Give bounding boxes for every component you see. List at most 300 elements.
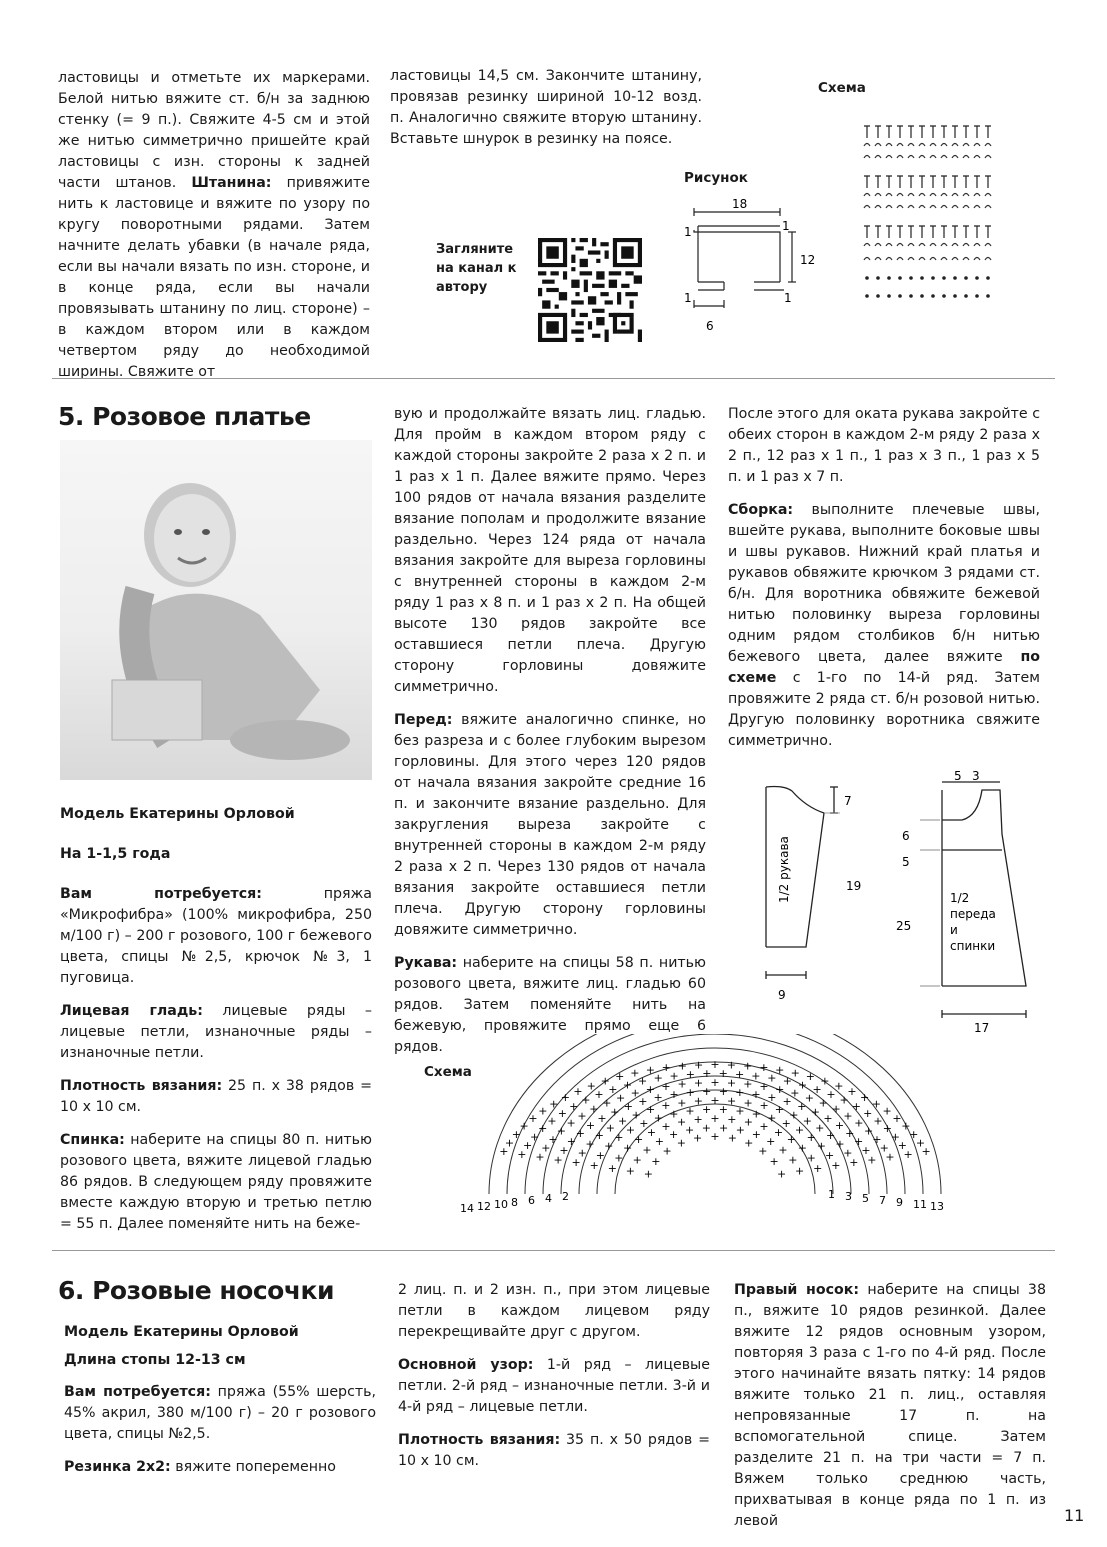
stitch-sc: +: [676, 1115, 687, 1129]
pants-pattern-diagram: [672, 190, 822, 340]
stitch-sc: +: [767, 1091, 777, 1105]
stitch-sc: +: [669, 1107, 679, 1121]
stitch-sc: +: [638, 1095, 648, 1108]
dim-1d: 1: [784, 291, 792, 305]
stitch-chain: [952, 244, 958, 247]
stitch-sc: +: [812, 1082, 822, 1096]
stitch-sc: +: [645, 1082, 655, 1096]
stitch-sc: +: [831, 1159, 841, 1172]
stitch-sc: +: [511, 1127, 521, 1141]
stitch-sc: +: [834, 1119, 845, 1132]
stitch-chain: [875, 244, 881, 247]
stitch-chain: [930, 156, 936, 159]
stitch-sc: +: [517, 1147, 527, 1161]
socks-column-2: 2 лиц. п. и 2 изн. п., при этом лицевые петли в каждом лицевом ряду перекрещивайте друг с другом. Основной узор: 1-й ряд – лицевые петли. 2-й ряд – изнаночные петли. 3-й и 4-й ряд – лицевые петли. Плотность вязания: 35 п. х 50 рядов = 10 х 10 см.: [398, 1282, 710, 1469]
stitch-sc: +: [843, 1109, 853, 1123]
collar-row-number: 7: [879, 1194, 886, 1207]
collar-row-number: 8: [511, 1196, 518, 1209]
stitch-sc: +: [806, 1131, 816, 1145]
stitch-dot: [986, 294, 990, 298]
stitch-sc: +: [614, 1151, 624, 1165]
svg-text:19: 19: [846, 879, 862, 893]
stitch-sc: +: [892, 1111, 902, 1125]
stitch-chain: [875, 258, 881, 261]
stitch-sc: +: [622, 1141, 633, 1155]
stitch-chain: [908, 156, 914, 159]
stitch-sc: +: [643, 1167, 654, 1181]
stitch-sc: +: [662, 1144, 672, 1158]
stitch-chain: [974, 194, 980, 197]
top-column-1: ластовицы и отметьте их маркерами. Белой нитью вяжите ст. б/н за заднюю стенку (= 9 п.). Свяжите 4-5 см и этой же нитью симметрично пришейте край ластовицы с изн. стороны к задней части штанов. Штанина: привяжите нить к ластовице и вяжите по узору по кругу поворотными рядами. Затем начните делать убавки (в начале ряда, если вы начали вязать по изн. стороне, и в конце ряда, если вы начали провязывать штанину по лиц. стороне) – в каждом втором или в каждом четвертом ряду до необходимой ширины. Свяжите от: [58, 70, 370, 380]
stitch-sc: +: [549, 1097, 559, 1111]
stitch-sc: +: [806, 1151, 816, 1165]
stitch-sc: +: [767, 1071, 777, 1085]
stitch-chain: [864, 244, 870, 247]
stitch-sc: +: [585, 1137, 595, 1151]
stitch-sc: +: [653, 1111, 663, 1125]
stitch-sc: +: [519, 1119, 529, 1133]
stitch-sc: +: [553, 1153, 563, 1167]
stitch-sc: +: [863, 1124, 874, 1138]
stitch-chain: [985, 258, 991, 261]
stitch-chain: [985, 244, 991, 247]
stitch-sc: +: [693, 1112, 703, 1126]
stitch-sc: +: [797, 1078, 808, 1092]
stitch-sc: +: [825, 1129, 836, 1142]
stitch-chain: [886, 156, 892, 159]
stitch-dot: [964, 276, 968, 280]
dress-title: 5. Розовое платье: [58, 402, 311, 431]
stitch-sc: +: [577, 1146, 587, 1160]
stitch-chain: [875, 156, 881, 159]
stitch-sc: +: [815, 1121, 825, 1135]
stitch-dc: [985, 126, 991, 138]
stitch-chain: [897, 194, 903, 197]
stitch-sc: +: [622, 1078, 633, 1092]
stitch-dot: [865, 276, 869, 280]
stitch-dc: [941, 126, 947, 138]
collar-row-number: 5: [862, 1192, 869, 1205]
stitch-chain: [864, 194, 870, 197]
stitch-chain: [886, 144, 892, 147]
stitch-sc: +: [903, 1147, 913, 1161]
stitch-dc: [930, 176, 936, 188]
stitch-sc: +: [702, 1085, 712, 1099]
stitch-chain: [985, 156, 991, 159]
stitch-dot: [865, 294, 869, 298]
stitch-sc: +: [702, 1067, 712, 1081]
socks-title: 6. Розовые носочки: [58, 1276, 334, 1305]
stitch-sc: +: [794, 1123, 805, 1137]
stitch-dc: [908, 176, 914, 188]
stitch-sc: +: [790, 1086, 800, 1100]
stitch-sc: +: [661, 1119, 671, 1133]
stitch-sc: +: [734, 1067, 745, 1081]
stitch-dot: [931, 276, 935, 280]
stitch-sc: +: [557, 1106, 567, 1120]
stitch-dc: [952, 226, 958, 238]
stitch-chain: [941, 244, 947, 247]
stitch-dc: [963, 226, 969, 238]
stitch-chain: [952, 194, 958, 197]
stitch-sc: +: [816, 1139, 826, 1153]
stitch-chain: [897, 144, 903, 147]
svg-text:спинки: спинки: [950, 939, 996, 953]
stitch-sc: +: [653, 1091, 663, 1105]
risunok-label: Рисунок: [684, 170, 748, 186]
stitch-sc: +: [693, 1094, 704, 1108]
stitch-dot: [975, 294, 979, 298]
stitch-sc: +: [639, 1116, 649, 1130]
stitch-sc: +: [735, 1123, 746, 1137]
stitch-sc: +: [605, 1121, 615, 1135]
top-column-2: ластовицы 14,5 см. Закончите штанину, провязав резинку шириной 10-12 возд. п. Аналогично свяжите вторую штанину. Вставьте шнурок в резинку на поясе.: [390, 68, 702, 147]
stitch-chain: [897, 156, 903, 159]
stitch-sc: +: [743, 1096, 753, 1110]
stitch-sc: +: [823, 1111, 833, 1125]
stitch-sc: +: [735, 1086, 745, 1100]
stitch-sc: +: [751, 1128, 762, 1142]
stitch-chain: [908, 144, 914, 147]
stitch-sc: +: [773, 1125, 784, 1139]
stitch-sc: +: [879, 1141, 889, 1155]
stitch-sc: +: [632, 1153, 642, 1167]
stitch-dc: [974, 176, 980, 188]
dim-1c: 1: [684, 291, 692, 305]
stitch-chain: [974, 156, 980, 159]
stitch-sc: +: [788, 1153, 798, 1167]
stitch-chain: [941, 144, 947, 147]
stitch-sc: +: [882, 1104, 892, 1118]
stitch-sc: +: [653, 1071, 663, 1085]
stitch-sc: +: [668, 1128, 679, 1142]
stitch-chain: [930, 244, 936, 247]
sleeve-pattern-label: 1/2 рукава: [777, 836, 791, 903]
stitch-sc: +: [743, 1115, 754, 1129]
stitch-chain: [919, 258, 925, 261]
svg-text:17: 17: [974, 1021, 990, 1035]
dim-1b: 1: [782, 219, 790, 233]
stitch-chain: [908, 258, 914, 261]
stitch-sc: +: [677, 1077, 687, 1091]
sleeve-pattern-diagram: [752, 775, 872, 1005]
stitch-schema-top: [860, 122, 1010, 312]
stitch-sc: +: [701, 1121, 712, 1135]
stitch-chain: [897, 258, 903, 261]
stitch-sc: +: [586, 1079, 596, 1093]
stitch-sc: +: [614, 1131, 624, 1145]
stitch-dc: [864, 226, 870, 238]
stitch-chain: [963, 258, 969, 261]
stitch-sc: +: [915, 1136, 926, 1150]
stitch-chain: [963, 156, 969, 159]
stitch-sc: +: [676, 1136, 686, 1150]
stitch-sc: +: [890, 1130, 901, 1144]
stitch-sc: +: [824, 1149, 835, 1162]
stitch-sc: +: [541, 1141, 551, 1155]
collar-row-number: 13: [930, 1200, 944, 1213]
stitch-dc: [963, 176, 969, 188]
stitch-sc: +: [661, 1079, 671, 1093]
stitch-dc: [963, 126, 969, 138]
stitch-sc: +: [853, 1135, 864, 1149]
stitch-dc: [985, 176, 991, 188]
stitch-sc: +: [560, 1090, 571, 1104]
svg-text:и: и: [950, 923, 958, 937]
stitch-chain: [941, 206, 947, 209]
stitch-sc: +: [677, 1096, 687, 1110]
stitch-chain: [963, 144, 969, 147]
stitch-sc: +: [909, 1127, 919, 1141]
stitch-sc: +: [718, 1067, 728, 1081]
stitch-dot: [898, 276, 902, 280]
svg-text:6: 6: [902, 829, 910, 843]
stitch-sc: +: [637, 1074, 648, 1088]
stitch-dot: [876, 276, 880, 280]
stitch-sc: +: [789, 1108, 799, 1122]
stitch-chain: [985, 206, 991, 209]
stitch-chain: [974, 206, 980, 209]
stitch-chain: [919, 206, 925, 209]
stitch-sc: +: [743, 1077, 753, 1091]
collar-row-number: 10: [494, 1198, 508, 1211]
stitch-sc: +: [818, 1096, 828, 1110]
stitch-sc: +: [861, 1144, 871, 1158]
stitch-sc: +: [645, 1063, 655, 1077]
stitch-sc: +: [767, 1111, 777, 1125]
svg-text:5: 5: [902, 855, 910, 869]
stitch-sc: +: [685, 1067, 696, 1081]
stitch-sc: +: [633, 1133, 644, 1147]
stitch-chain: [930, 258, 936, 261]
stitch-dot: [931, 294, 935, 298]
stitch-sc: +: [727, 1131, 738, 1145]
stitch-chain: [952, 258, 958, 261]
stitch-sc: +: [759, 1061, 769, 1075]
collar-row-number: 11: [913, 1198, 927, 1211]
stitch-chain: [875, 194, 881, 197]
stitch-dot: [876, 294, 880, 298]
stitch-sc: +: [847, 1084, 857, 1098]
stitch-dc: [886, 226, 892, 238]
stitch-dc: [908, 226, 914, 238]
dim-12: 12: [800, 253, 816, 267]
stitch-sc: +: [797, 1141, 808, 1155]
stitch-sc: +: [625, 1164, 636, 1178]
socks-model: Модель Екатерины Орловой: [64, 1324, 299, 1340]
stitch-sc: +: [684, 1123, 695, 1137]
stitch-dc: [930, 126, 936, 138]
stitch-sc: +: [710, 1112, 720, 1125]
dim-18: 18: [732, 197, 748, 211]
stitch-dc: [974, 126, 980, 138]
stitch-chain: [963, 244, 969, 247]
leg-label: Штанина:: [191, 175, 272, 191]
stitch-sc: +: [548, 1132, 558, 1146]
stitch-sc: +: [547, 1114, 557, 1128]
stitch-dc: [897, 226, 903, 238]
stitch-dot: [909, 276, 913, 280]
stitch-chain: [930, 144, 936, 147]
stitch-dot: [887, 276, 891, 280]
stitch-chain: [963, 206, 969, 209]
stitch-dc: [941, 226, 947, 238]
stitch-sc: +: [559, 1144, 569, 1158]
stitch-sc: +: [718, 1103, 729, 1117]
stitch-sc: +: [645, 1103, 656, 1117]
stitch-sc: +: [834, 1079, 844, 1093]
stitch-sc: +: [710, 1094, 720, 1107]
stitch-sc: +: [594, 1129, 605, 1142]
stitch-sc: +: [820, 1074, 830, 1088]
stitch-chain: [864, 258, 870, 261]
stitch-sc: +: [604, 1139, 614, 1153]
stitch-chain: [864, 144, 870, 147]
stitch-dc: [952, 126, 958, 138]
stitch-chain: [985, 144, 991, 147]
stitch-chain: [941, 194, 947, 197]
stitch-dot: [942, 294, 946, 298]
stitch-sc: +: [581, 1093, 591, 1107]
stitch-dc: [985, 226, 991, 238]
stitch-sc: +: [693, 1076, 704, 1090]
stitch-chain: [897, 206, 903, 209]
stitch-sc: +: [863, 1106, 873, 1120]
dim-6: 6: [706, 319, 714, 333]
stitch-sc: +: [535, 1150, 545, 1164]
stitch-chain: [974, 244, 980, 247]
stitch-sc: +: [854, 1116, 864, 1130]
stitch-dc: [875, 226, 881, 238]
stitch-sc: +: [718, 1085, 728, 1099]
collar-row-number: 9: [896, 1196, 903, 1209]
collar-row-number: 3: [845, 1190, 852, 1203]
stitch-sc: +: [573, 1084, 583, 1098]
stitch-sc: +: [529, 1130, 540, 1144]
stitch-dot: [909, 294, 913, 298]
stitch-chain: [908, 194, 914, 197]
stitch-dot: [887, 294, 891, 298]
stitch-chain: [952, 156, 958, 159]
stitch-sc: +: [851, 1100, 861, 1113]
stitch-sc: +: [710, 1130, 720, 1143]
stitch-chain: [952, 206, 958, 209]
stitch-dc: [930, 226, 936, 238]
stitch-sc: +: [651, 1155, 661, 1169]
stitch-sc: +: [751, 1107, 761, 1121]
stitch-sc: +: [575, 1126, 585, 1140]
stitch-chain: [952, 144, 958, 147]
stitch-sc: +: [774, 1103, 785, 1117]
stitch-sc: +: [797, 1099, 807, 1113]
stitch-sc: +: [630, 1086, 640, 1100]
stitch-sc: +: [849, 1156, 859, 1170]
stitch-sc: +: [921, 1145, 931, 1159]
stitch-sc: +: [571, 1156, 581, 1170]
stitch-sc: +: [538, 1122, 548, 1136]
stitch-dc: [875, 176, 881, 188]
stitch-sc: +: [677, 1059, 687, 1073]
stitch-sc: +: [805, 1070, 815, 1084]
svg-text:5: 5: [954, 770, 962, 783]
stitch-sc: +: [839, 1093, 849, 1107]
stitch-dot: [953, 276, 957, 280]
stitch-sc: +: [594, 1088, 604, 1101]
stitch-sc: +: [701, 1103, 712, 1117]
stitch-sc: +: [642, 1143, 652, 1157]
collar-row-number: 12: [477, 1200, 491, 1213]
stitch-sc: +: [577, 1109, 587, 1123]
stitch-sc: +: [718, 1121, 729, 1135]
stitch-sc: +: [625, 1123, 636, 1137]
stitch-sc: +: [630, 1066, 640, 1080]
stitch-dot: [898, 294, 902, 298]
stitch-chain: [886, 194, 892, 197]
stitch-sc: +: [873, 1114, 883, 1128]
stitch-sc: +: [794, 1164, 805, 1178]
stitch-sc: +: [692, 1131, 703, 1145]
dress-column-2: вую и продолжайте вязать лиц. гладью. Для пройм в каждом втором ряду с каждой стороны закройте 2 раза х 2 п. и 1 раз х 1 п. Далее вяжите прямо. Через 100 рядов от начала вязания разделите вязание пополам и продолжите вязание раздельно. Через 124 ряда от начала вязания закройте для выреза горловины с внутренней стороны в каждом 2-м ряду 1 раз х 8 п. и 1 раз х 2 п. На общей высоте 130 рядов закройте все оставшиеся петли плеча. Другую сторону горловины довяжите симметрично. Перед: вяжите аналогично спинке, но без разреза и с более глубоким вырезом горловины. Для этого через 120 рядов от начала вязания закройте средние 16 п. и закончите вязание раздельно. Для закругления выреза закройте с внутренней стороны в каждом 2-м ряду 2 раза х 2 п. Через 130 рядов от начала вязания закройте оставшиеся петли плеча. Другую сторону горловины довяжите симметрично. Рукава: наберите на спицы 58 п. нитью розового цвета, вяжите лиц. гладью 60 рядов. Затем поменяйте нить на бежевую, провяжите прямо еще 6 рядов.: [394, 406, 706, 1055]
stitch-dc: [875, 126, 881, 138]
stitch-chain: [919, 244, 925, 247]
stitch-chain: [897, 244, 903, 247]
stitch-sc: +: [872, 1132, 882, 1146]
stitch-dc: [886, 176, 892, 188]
stitch-chain: [886, 258, 892, 261]
stitch-sc: +: [726, 1094, 737, 1108]
stitch-sc: +: [786, 1133, 797, 1147]
stitch-sc: +: [615, 1070, 625, 1084]
stitch-sc: +: [882, 1122, 892, 1136]
stitch-dot: [975, 276, 979, 280]
stitch-sc: +: [726, 1058, 737, 1072]
stitch-dc: [897, 126, 903, 138]
stitch-dc: [886, 126, 892, 138]
stitch-chain: [919, 156, 925, 159]
socks-column-1: Вам потребуется: пряжа (55% шерсть, 45% акрил, 380 м/100 г) – 20 г розового цвета, спицы №2,5. Резинка 2х2: вяжите попеременно: [64, 1384, 377, 1475]
stitch-sc: +: [600, 1074, 610, 1088]
socks-column-3: Правый носок: наберите на спицы 38 п., вяжите 10 рядов резинкой. Далее вяжите 12 рядов основным узором, повторяя 3 раза с 1-го по 4-й ряд. После этого начинайте вязать пятку: 14 рядов вяжите только 21 п. лиц., оставляя непровязанные 17 п. на вспомогательной спице. Затем разделите 21 п. на три части = 7 п. Вяжем только среднюю часть, прихватывая в конце ряда по 1 п. из левой: [734, 1282, 1046, 1529]
stitch-sc: +: [790, 1066, 800, 1080]
svg-text:переда: переда: [950, 907, 996, 921]
svg-text:25: 25: [896, 919, 912, 933]
stitch-sc: +: [685, 1104, 695, 1118]
stitch-sc: +: [631, 1108, 641, 1122]
stitch-sc: +: [751, 1069, 761, 1083]
stitch-sc: +: [775, 1082, 785, 1096]
stitch-sc: +: [607, 1161, 617, 1175]
stitch-dc: [864, 176, 870, 188]
stitch-chain: [864, 206, 870, 209]
dress-model: Модель Екатерины Орловой: [60, 806, 295, 822]
stitch-chain: [875, 206, 881, 209]
stitch-sc: +: [646, 1125, 657, 1139]
stitch-sc: +: [826, 1088, 836, 1101]
stitch-sc: +: [538, 1104, 548, 1118]
collar-row-number: 6: [528, 1194, 535, 1207]
stitch-sc: +: [608, 1082, 618, 1096]
stitch-sc: +: [781, 1116, 791, 1130]
stitch-sc: +: [804, 1091, 815, 1105]
stitch-sc: +: [735, 1104, 745, 1118]
stitch-sc: +: [859, 1090, 870, 1104]
stitch-sc: +: [556, 1124, 567, 1138]
stitch-chain: [886, 244, 892, 247]
body-pattern-label: 1/2: [950, 891, 970, 905]
stitch-sc: +: [744, 1136, 754, 1150]
stitch-sc: +: [759, 1119, 769, 1133]
stitch-dc: [897, 176, 903, 188]
